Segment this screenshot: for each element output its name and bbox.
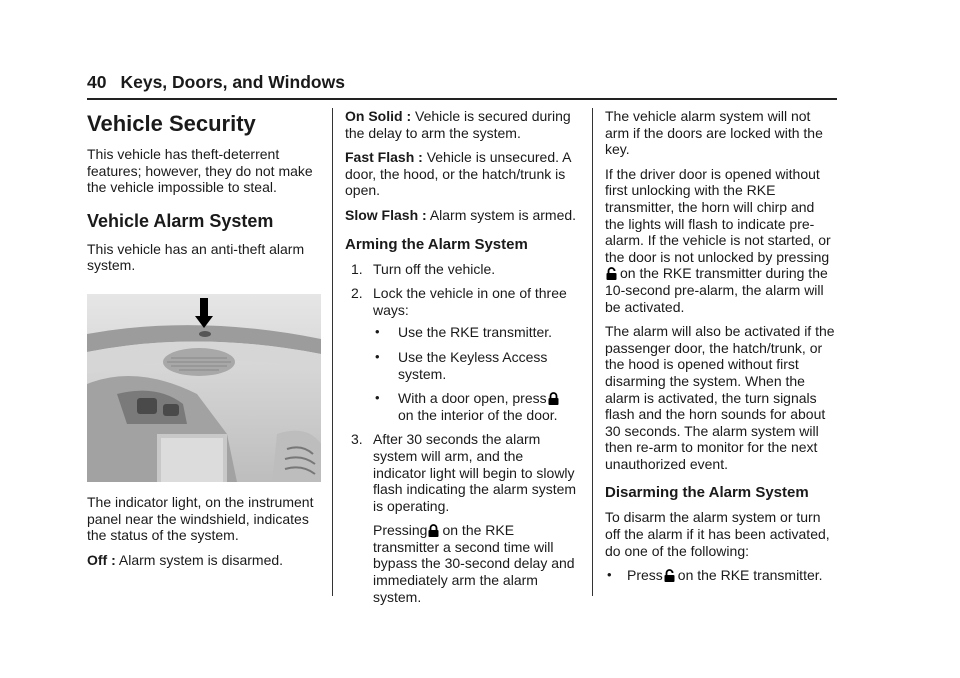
lock-method-door-text: With a door open, press [398,390,547,407]
status-off-text: Alarm system is disarmed. [118,551,284,568]
bullet: • [375,324,380,340]
lock-methods [373,324,577,423]
paragraph-pre-alarm [605,166,837,315]
status-solid-label: On Solid : [345,108,412,124]
status-slow-text: Alarm system is armed. [429,206,577,223]
disarm-heading: Disarming the Alarm System [605,484,809,502]
arming-heading: Arming the Alarm System [345,235,528,253]
page-number: 40 [87,72,107,92]
disarm-method-text-end: on the RKE transmitter. [677,567,823,584]
step-2 [345,285,577,423]
bullet: • [375,348,380,364]
header-rule [87,98,837,100]
pre-alarm-text: If the driver door is opened without first unlocking with the RKE transmitter, the horn will chirp and the lights will flash to indicate pre-alarm. If the vehicle is not started, or the door is not unlocked by pressing [605,165,831,265]
indicator-light-photo [87,294,321,482]
disarm-intro: To disarm the alarm system or turn off the alarm if it has been activated, do one of the following: [605,509,830,559]
column-divider-1 [332,108,333,596]
lock-icon [548,392,559,405]
arming-steps [345,261,577,606]
step-3-number: 3. [351,431,363,448]
figure-caption: The indicator light, on the instrument panel near the windshield, indicates the status of the system. [87,493,314,544]
status-solid [345,108,577,141]
column-1 [87,108,323,576]
disarm-method-rke [605,567,837,584]
unlock-icon [606,267,617,280]
alarm-heading: Vehicle Alarm System [87,210,274,231]
lock-method-rke-text: Use the RKE transmitter. [398,324,553,341]
disarm-methods [605,567,837,584]
column-divider-2 [592,108,593,596]
lock-method-rke [373,324,577,341]
page-title: Vehicle Security [87,111,256,136]
paragraph-activation: The alarm will also be activated if the passenger door, the hatch/trunk, or the hood is opened without first disarming the system. When the alarm is activated, the turn signals flash and the horn sounds for about 30 seconds. The alarm system will then re-arm to monitor for the next unauthorized event. [605,323,835,472]
step-3-bypass [373,522,577,605]
step-3-bypass-text: Pressing [373,522,428,539]
indicator-light [199,331,211,337]
column-3 [605,108,837,592]
step-1-text: Turn off the vehicle. [373,260,496,277]
page-header [87,72,837,93]
step-3-text: After 30 seconds the alarm system will arm, and the indicator light will begin to slowly flash indicating the alarm system is operating. [373,431,577,514]
lock-method-door-text-end: on the interior of the door. [398,406,558,423]
step-3 [345,431,577,605]
bullet: • [607,567,612,583]
status-slow-label: Slow Flash : [345,206,427,223]
step-1-number: 1. [351,260,363,277]
status-fast-text: Vehicle is unsecured. A door, the hood, or the hatch/trunk is open. [345,149,571,199]
alarm-intro: This vehicle has an anti-theft alarm system. [87,240,305,274]
disarm-method-text: Press [627,567,663,584]
lock-method-keyless [373,349,577,382]
step-2-number: 2. [351,285,363,302]
lock-icon [428,524,439,537]
intro-text: This vehicle has theft-deterrent features; however, they do not make the vehicle impossible to steal. [87,146,313,196]
status-slow [345,207,577,224]
status-fast-label: Fast Flash : [345,149,423,166]
unlock-icon [664,569,675,582]
bullet: • [375,390,380,406]
status-off [87,552,323,569]
step-2-text: Lock the vehicle in one of three ways: [373,285,567,318]
section-title: Keys, Doors, and Windows [120,72,345,92]
pre-alarm-text-end: on the RKE transmitter during the 10-second pre-alarm, the alarm will be activated. [605,265,828,315]
status-solid-text: Vehicle is secured during the delay to arm the system. [345,108,571,141]
status-off-label: Off : [87,551,116,568]
step-3-bypass-text-end: on the RKE transmitter a second time will bypass the 30-second delay and immediately arm the alarm system. [373,522,575,605]
lock-method-keyless-text: Use the Keyless Access system. [398,348,548,382]
step-1 [345,261,577,278]
lock-method-door [373,390,577,423]
paragraph-key-lock: The vehicle alarm system will not arm if the doors are locked with the key. [605,108,823,158]
status-fast [345,149,577,199]
column-2 [345,108,577,613]
